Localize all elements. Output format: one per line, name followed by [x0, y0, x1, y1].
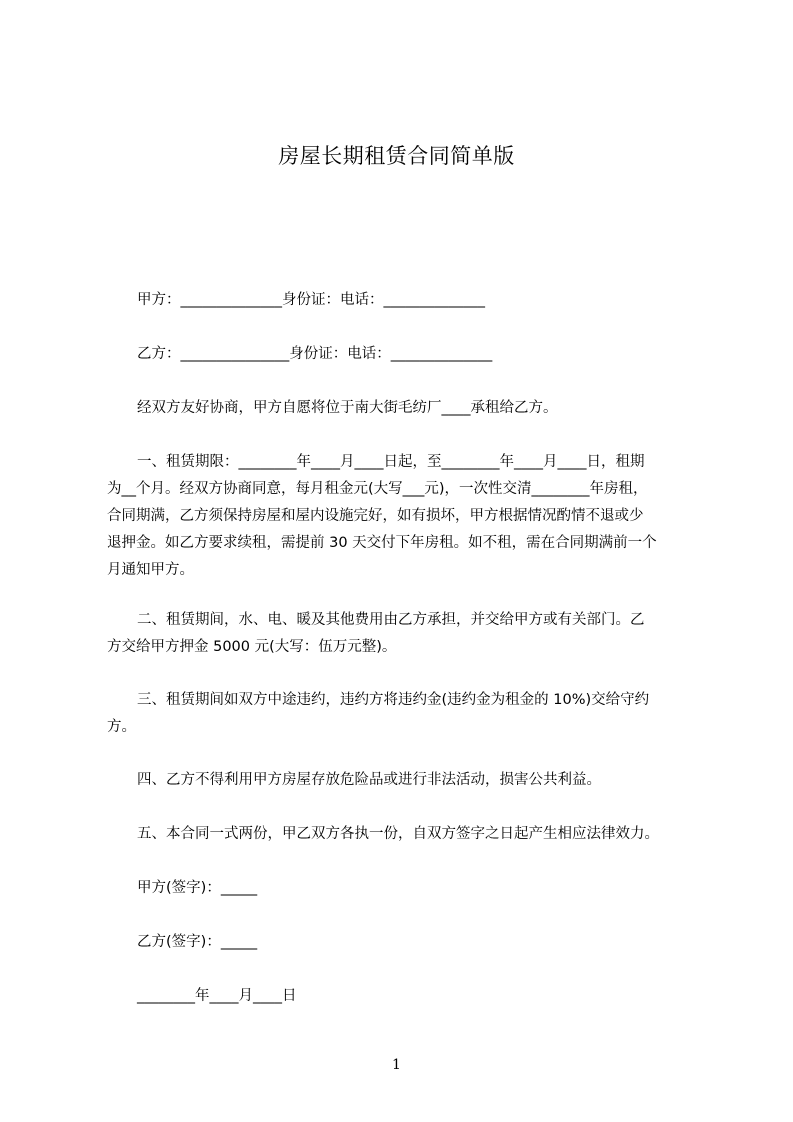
clause-1-line-1: 一、租赁期限：________年____月____日起，至________年____月____日，租期 [137, 454, 645, 470]
clause-1-line-4: 退押金。如乙方要求续租，需提前 30 天交付下年房租。如不租，需在合同期满前一个 [107, 535, 657, 551]
signature-party-a: 甲方(签字)：_____ [137, 880, 258, 896]
clause-4: 四、乙方不得利用甲方房屋存放危险品或进行非法活动，损害公共利益。 [137, 772, 601, 788]
clause-1-line-3: 合同期满，乙方须保持房屋和屋内设施完好，如有损坏，甲方根据情况酌情不退或少 [107, 508, 644, 524]
clause-3-line-2: 方。 [107, 719, 136, 735]
clause-5: 五、本合同一式两份，甲乙双方各执一份，自双方签字之日起产生相应法律效力。 [137, 826, 659, 842]
clause-2-line-1: 二、租赁期间，水、电、暖及其他费用由乙方承担，并交给甲方或有关部门。乙 [137, 612, 645, 628]
intro-paragraph: 经双方友好协商，甲方自愿将位于南大街毛纺厂____承租给乙方。 [137, 400, 558, 416]
page-number: 1 [392, 1057, 401, 1073]
document-title: 房屋长期租赁合同简单版 [278, 144, 515, 168]
signature-party-b: 乙方(签字)：_____ [137, 934, 258, 950]
clause-2-line-2: 方交给甲方押金 5000 元(大写：伍万元整)。 [107, 639, 397, 655]
clause-3-line-1: 三、租赁期间如双方中途违约，违约方将违约金(违约金为租金的 10%)交给守约 [137, 692, 650, 708]
clause-1-line-5: 月通知甲方。 [107, 562, 194, 578]
party-b-line: 乙方：_______________身份证：电话：______________ [137, 346, 493, 362]
party-a-line: 甲方：______________身份证：电话：______________ [137, 292, 485, 308]
clause-1-line-2: 为__个月。经双方协商同意，每月租金元(大写___元)，一次性交清________年房租， [107, 481, 648, 497]
signature-date: ________年____月____日 [137, 988, 297, 1004]
